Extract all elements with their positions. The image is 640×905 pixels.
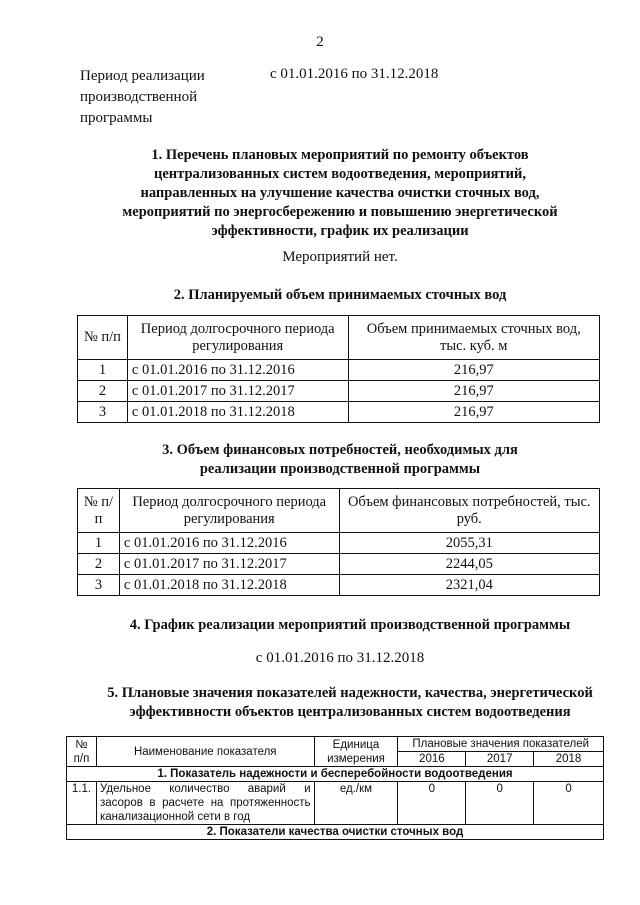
table-header-row <box>67 737 604 752</box>
section1-title <box>80 146 600 241</box>
row-volume: 216,97 <box>348 402 600 423</box>
column-header-volume: Объем принимаемых сточных вод, тыс. куб. м <box>348 316 600 360</box>
group-quality: 2. Показатели качества очистки сточных вод <box>67 825 604 840</box>
column-header-num: № п/п <box>78 316 128 360</box>
column-header-amount: Объем финансовых потребностей, тыс. руб. <box>339 489 599 533</box>
table-header-row <box>78 316 600 360</box>
row-period: с 01.01.2016 по 31.12.2016 <box>127 360 348 381</box>
section3-title-line: реализации производственной программы <box>199 461 481 477</box>
section1-title-line: направленных на улучшение качества очистки сточных вод, <box>140 185 540 201</box>
row-num: 1 <box>78 360 128 381</box>
row-num: 2 <box>78 381 128 402</box>
table-row <box>78 554 600 575</box>
wastewater-volume-table <box>77 315 600 423</box>
column-header-year: 2017 <box>466 752 534 767</box>
section5-title <box>60 684 640 722</box>
period-label <box>80 66 240 129</box>
section3-title-line: 3. Объем финансовых потребностей, необходимых для <box>162 442 518 458</box>
section4-period: с 01.01.2016 по 31.12.2018 <box>255 650 425 666</box>
column-header-planned: Плановые значения показателей <box>398 737 604 752</box>
table-row <box>78 360 600 381</box>
row-value-2016: 0 <box>398 782 466 825</box>
row-period: с 01.01.2016 по 31.12.2016 <box>119 533 339 554</box>
row-period: с 01.01.2018 по 31.12.2018 <box>127 402 348 423</box>
table-row <box>78 381 600 402</box>
column-header-year: 2018 <box>534 752 604 767</box>
financial-needs-table <box>77 488 600 596</box>
section5-title-line: эффективности объектов централизованных систем водоотведения <box>129 704 571 720</box>
period-label-line: Период реализации <box>80 68 205 84</box>
section1-title-line: эффективности, график их реализации <box>211 223 469 239</box>
section2-title: 2. Планируемый объем принимаемых сточных вод <box>173 287 507 303</box>
column-header-period: Период долгосрочного периода регулирования <box>119 489 339 533</box>
indicators-table <box>66 736 604 840</box>
section1-note: Мероприятий нет. <box>282 249 398 265</box>
period-label-line: производственной <box>80 89 198 105</box>
row-num: 3 <box>78 575 120 596</box>
table-row <box>78 533 600 554</box>
page-number: 2 <box>316 34 324 50</box>
column-header-num: № п/п <box>78 489 120 533</box>
row-period: с 01.01.2018 по 31.12.2018 <box>119 575 339 596</box>
row-volume: 216,97 <box>348 381 600 402</box>
column-header-unit: Единица измерения <box>314 737 398 767</box>
row-unit: ед./км <box>314 782 398 825</box>
row-num: 2 <box>78 554 120 575</box>
column-header-num: № п/п <box>67 737 97 767</box>
row-amount: 2055,31 <box>339 533 599 554</box>
period-label-line: программы <box>80 110 153 126</box>
period-value: с 01.01.2016 по 31.12.2018 <box>270 66 439 82</box>
column-header-period: Период долгосрочного периода регулирования <box>127 316 348 360</box>
column-header-name: Наименование показателя <box>96 737 314 767</box>
row-period: с 01.01.2017 по 31.12.2017 <box>119 554 339 575</box>
table-row <box>78 575 600 596</box>
section1-title-line: 1. Перечень плановых мероприятий по ремонту объектов <box>151 147 529 163</box>
row-name: Удельное количество аварий и засоров в расчете на протяженность канализационной сети в год <box>96 782 314 825</box>
row-value-2018: 0 <box>534 782 604 825</box>
row-num: 1.1. <box>67 782 97 825</box>
section4-title: 4. График реализации мероприятий производственной программы <box>129 617 571 633</box>
table-row <box>67 782 604 825</box>
row-period: с 01.01.2017 по 31.12.2017 <box>127 381 348 402</box>
row-amount: 2244,05 <box>339 554 599 575</box>
row-amount: 2321,04 <box>339 575 599 596</box>
row-volume: 216,97 <box>348 360 600 381</box>
table-row <box>78 402 600 423</box>
group-reliability: 1. Показатель надежности и бесперебойности водоотведения <box>67 767 604 782</box>
table-header-row <box>78 489 600 533</box>
row-num: 1 <box>78 533 120 554</box>
section-row <box>67 825 604 840</box>
section-row <box>67 767 604 782</box>
column-header-year: 2016 <box>398 752 466 767</box>
row-value-2017: 0 <box>466 782 534 825</box>
section3-title <box>80 441 600 479</box>
section5-title-line: 5. Плановые значения показателей надежности, качества, энергетической <box>107 685 593 701</box>
section1-title-line: централизованных систем водоотведения, мероприятий, <box>154 166 526 182</box>
row-num: 3 <box>78 402 128 423</box>
section1-title-line: мероприятий по энергосбережению и повышению энергетической <box>122 204 558 220</box>
